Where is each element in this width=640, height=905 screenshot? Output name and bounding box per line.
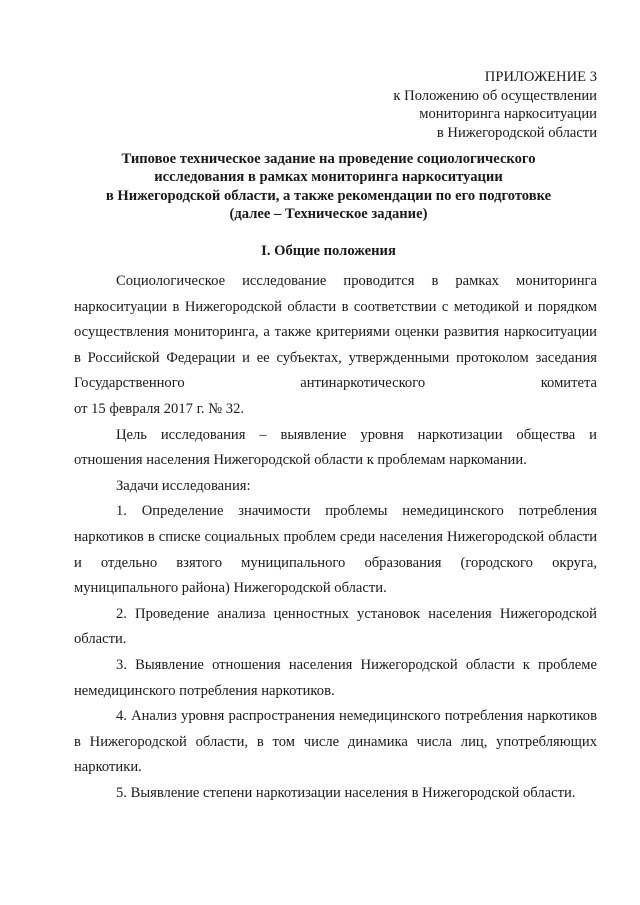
paragraph-study-goal: Цель исследования – выявление уровня наркотизации общества и отношения населения Нижегородской области к проблемам наркомании. — [74, 426, 597, 469]
paragraph-task-4: 4. Анализ уровня распространения немедицинского потребления наркотиков в Нижегородской области, в том числе динамика числа лиц, употребляющих наркотики. — [74, 708, 597, 776]
section-heading: I. Общие положения — [261, 243, 396, 259]
title-line: исследования в рамках мониторинга наркоситуации — [154, 169, 503, 186]
paragraph-protocol-date: от 15 февраля 2017 г. № 32. — [74, 400, 245, 417]
document-title — [60, 150, 597, 224]
appendix-reference-line: мониторинга наркоситуации — [419, 106, 597, 123]
paragraph-task-5: 5. Выявление степени наркотизации населения в Нижегородской области. — [116, 784, 576, 801]
title-line: Типовое техническое задание на проведение социологического — [121, 151, 536, 167]
paragraph-study-basis: Социологическое исследование проводится в рамках мониторинга наркоситуации в Нижегородской области в соответствии с методикой и порядком осуществления мониторинга, а также критериями оценки развития наркоситуации в Российской Федерации и ее субъектах, утвержденными протоколом заседания Государственного антинаркотического комитета — [74, 273, 597, 392]
appendix-reference-line: к Положению об осуществлении — [393, 87, 597, 104]
appendix-header — [393, 68, 597, 142]
paragraph-tasks-heading: Задачи исследования: — [116, 477, 251, 494]
appendix-number: ПРИЛОЖЕНИЕ 3 — [484, 69, 597, 85]
paragraph-task-3: 3. Выявление отношения населения Нижегородской области к проблеме немедицинского потребления наркотиков. — [74, 656, 597, 699]
appendix-reference-line: в Нижегородской области — [436, 124, 597, 141]
title-line: (далее – Техническое задание) — [229, 206, 428, 223]
paragraph-task-1: 1. Определение значимости проблемы немедицинского потребления наркотиков в списке социальных проблем среди населения Нижегородской области и отдельно взятого муниципального образования (городского округа, муниципального района) Нижегородской области. — [74, 503, 597, 597]
title-line: в Нижегородской области, а также рекомендации по его подготовке — [105, 187, 552, 204]
paragraph-task-2: 2. Проведение анализа ценностных установок населения Нижегородской области. — [74, 605, 597, 648]
document-body — [74, 269, 597, 806]
